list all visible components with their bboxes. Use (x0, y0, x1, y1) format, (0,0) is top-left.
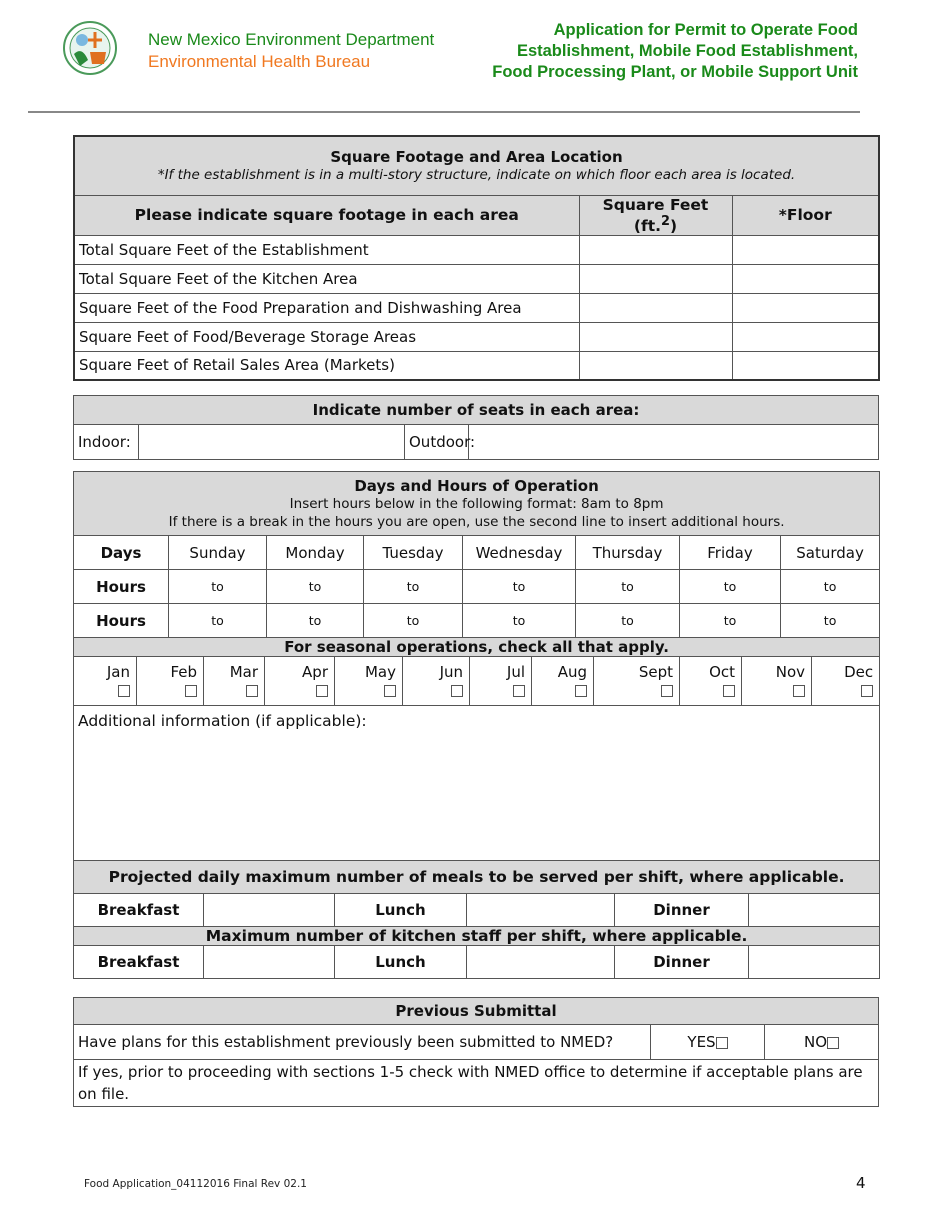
day-saturday: Saturday (781, 536, 880, 570)
checkbox-icon (384, 685, 396, 697)
day-friday: Friday (680, 536, 781, 570)
table-row (74, 570, 880, 604)
header-divider (28, 111, 860, 113)
section-title: Days and Hours of Operation (354, 476, 599, 495)
sqft-end: ) (670, 216, 678, 235)
day-monday: Monday (267, 536, 364, 570)
month-checkbox[interactable] (684, 681, 735, 699)
dinner-label: Dinner (615, 946, 749, 979)
bureau-name: Environmental Health Bureau (148, 52, 371, 71)
outdoor-seats-input[interactable] (469, 425, 879, 460)
month-aug[interactable] (532, 657, 594, 706)
month-label: Mar (229, 663, 258, 681)
table-row (74, 861, 880, 894)
checkbox-icon (316, 685, 328, 697)
hours-instruction: Insert hours below in the following format: 8am to 8pm (289, 495, 664, 512)
checkbox-icon (861, 685, 873, 697)
table-row (74, 604, 880, 638)
meals-dinner-input[interactable] (749, 894, 880, 927)
month-checkbox[interactable] (407, 681, 463, 699)
day-tuesday: Tuesday (364, 536, 463, 570)
hours-input-saturday[interactable]: to (781, 604, 880, 638)
hours-input-monday[interactable]: to (267, 570, 364, 604)
table-row (74, 235, 879, 264)
floor-input[interactable] (732, 293, 879, 322)
nmed-logo (62, 20, 118, 76)
footer-text: Food Application_04112016 Final Rev 02.1 (84, 1178, 307, 1190)
hours-input-monday[interactable]: to (267, 604, 364, 638)
months-row (74, 657, 880, 706)
checkbox-icon (575, 685, 587, 697)
seats-header: Indicate number of seats in each area: (74, 396, 879, 425)
month-checkbox[interactable] (474, 681, 525, 699)
seasonal-header: For seasonal operations, check all that apply. (74, 638, 880, 657)
sqft-sup: 2 (661, 213, 670, 229)
breakfast-label: Breakfast (74, 946, 204, 979)
month-label: Jul (506, 663, 525, 681)
hours-label: Hours (74, 604, 169, 638)
table-row (74, 293, 879, 322)
month-label: Aug (557, 663, 587, 681)
days-label: Days (74, 536, 169, 570)
table-row (74, 536, 880, 570)
hours-table (73, 471, 880, 979)
checkbox-icon (827, 1037, 839, 1049)
col-header-sqft (579, 195, 732, 235)
additional-info-field[interactable]: Additional information (if applicable): (74, 706, 880, 861)
month-checkbox[interactable] (746, 681, 805, 699)
outdoor-label: Outdoor: (405, 425, 469, 460)
lunch-label: Lunch (335, 894, 467, 927)
month-mar[interactable] (204, 657, 265, 706)
staff-lunch-input[interactable] (467, 946, 615, 979)
checkbox-icon (246, 685, 258, 697)
checkbox-icon (723, 685, 735, 697)
table-row (74, 894, 880, 927)
hours-input-thursday[interactable]: to (576, 604, 680, 638)
day-thursday: Thursday (576, 536, 680, 570)
floor-input[interactable] (732, 322, 879, 351)
table-row (74, 472, 880, 536)
sqft-input[interactable] (579, 351, 732, 380)
table-row (74, 351, 879, 380)
previous-note: If yes, prior to proceeding with sections 1-5 check with NMED office to determine if acceptable plans are on file. (74, 1060, 879, 1107)
floor-input[interactable] (732, 235, 879, 264)
hours-input-tuesday[interactable]: to (364, 604, 463, 638)
hours-input-thursday[interactable]: to (576, 570, 680, 604)
month-jul[interactable] (470, 657, 532, 706)
table-row (74, 706, 880, 861)
hours-label: Hours (74, 570, 169, 604)
hours-input-friday[interactable]: to (680, 604, 781, 638)
month-apr[interactable] (265, 657, 335, 706)
indoor-label: Indoor: (74, 425, 139, 460)
month-oct[interactable] (680, 657, 742, 706)
square-footage-header (74, 136, 879, 195)
month-label: Nov (775, 663, 805, 681)
day-sunday: Sunday (169, 536, 267, 570)
month-label: Apr (302, 663, 328, 681)
sqft-label: Square Feet (ft. (602, 195, 709, 235)
indoor-seats-input[interactable] (139, 425, 405, 460)
area-label: Total Square Feet of the Establishment (74, 235, 579, 264)
hours-input-wednesday[interactable]: to (463, 604, 576, 638)
month-label: Sept (638, 663, 673, 681)
month-label: Dec (844, 663, 874, 681)
no-checkbox[interactable] (765, 1025, 879, 1060)
yes-label: YES (687, 1033, 716, 1051)
area-label: Square Feet of the Food Preparation and Dishwashing Area (74, 293, 579, 322)
hours-instruction: If there is a break in the hours you are open, use the second line to insert additional hours. (168, 513, 785, 530)
staff-header: Maximum number of kitchen staff per shift, where applicable. (74, 927, 880, 946)
month-label: Jun (439, 663, 463, 681)
sqft-input[interactable] (579, 322, 732, 351)
month-checkbox[interactable] (816, 681, 873, 699)
hours-input-sunday[interactable]: to (169, 570, 267, 604)
month-checkbox[interactable] (598, 681, 673, 699)
yes-checkbox[interactable] (651, 1025, 765, 1060)
month-jan[interactable] (74, 657, 137, 706)
floor-input[interactable] (732, 351, 879, 380)
previous-question: Have plans for this establishment previously been submitted to NMED? (74, 1025, 651, 1060)
area-label: Total Square Feet of the Kitchen Area (74, 264, 579, 293)
month-label: Feb (170, 663, 197, 681)
month-jun[interactable] (403, 657, 470, 706)
org-name: New Mexico Environment Department (148, 30, 435, 49)
meals-lunch-input[interactable] (467, 894, 615, 927)
sqft-input[interactable] (579, 264, 732, 293)
sqft-input[interactable] (579, 235, 732, 264)
month-checkbox[interactable] (78, 681, 130, 699)
month-sept[interactable] (594, 657, 680, 706)
col-header-floor: *Floor (732, 195, 879, 235)
breakfast-label: Breakfast (74, 894, 204, 927)
month-label: Oct (709, 663, 735, 681)
area-label: Square Feet of Retail Sales Area (Markets) (74, 351, 579, 380)
month-may[interactable] (335, 657, 403, 706)
month-checkbox[interactable] (536, 681, 587, 699)
staff-dinner-input[interactable] (749, 946, 880, 979)
table-row (74, 946, 880, 979)
table-row (74, 638, 880, 657)
hours-input-tuesday[interactable]: to (364, 570, 463, 604)
table-row (74, 322, 879, 351)
col-header-area: Please indicate square footage in each area (74, 195, 579, 235)
month-checkbox[interactable] (339, 681, 396, 699)
checkbox-icon (513, 685, 525, 697)
month-feb[interactable] (137, 657, 204, 706)
month-label: May (364, 663, 396, 681)
previous-submittal-table (73, 997, 879, 1107)
sqft-input[interactable] (579, 293, 732, 322)
document-title: Application for Permit to Operate Food Establishment, Mobile Food Establishment, Food Processing Plant, or Mobile Support Unit (492, 21, 858, 81)
month-label: Jan (106, 663, 130, 681)
lunch-label: Lunch (335, 946, 467, 979)
checkbox-icon (185, 685, 197, 697)
checkbox-icon (716, 1037, 728, 1049)
checkbox-icon (118, 685, 130, 697)
dinner-label: Dinner (615, 894, 749, 927)
checkbox-icon (451, 685, 463, 697)
staff-breakfast-input[interactable] (204, 946, 335, 979)
hours-input-sunday[interactable]: to (169, 604, 267, 638)
month-dec[interactable] (812, 657, 880, 706)
area-label: Square Feet of Food/Beverage Storage Areas (74, 322, 579, 351)
month-nov[interactable] (742, 657, 812, 706)
seats-table (73, 395, 879, 460)
hours-input-wednesday[interactable]: to (463, 570, 576, 604)
page-number: 4 (856, 1174, 866, 1192)
hours-input-saturday[interactable]: to (781, 570, 880, 604)
section-title: Square Footage and Area Location (330, 147, 623, 166)
hours-input-friday[interactable]: to (680, 570, 781, 604)
floor-note: *If the establishment is in a multi-story structure, indicate on which floor each area is located. (157, 166, 796, 183)
meals-header: Projected daily maximum number of meals to be served per shift, where applicable. (74, 861, 880, 894)
table-row (74, 927, 880, 946)
month-checkbox[interactable] (208, 681, 258, 699)
checkbox-icon (661, 685, 673, 697)
no-label: NO (803, 1033, 828, 1051)
square-footage-table (73, 135, 880, 381)
month-checkbox[interactable] (141, 681, 197, 699)
previous-header: Previous Submittal (74, 998, 879, 1025)
table-row (74, 264, 879, 293)
month-checkbox[interactable] (269, 681, 328, 699)
checkbox-icon (793, 685, 805, 697)
meals-breakfast-input[interactable] (204, 894, 335, 927)
day-wednesday: Wednesday (463, 536, 576, 570)
hours-header (74, 472, 880, 536)
floor-input[interactable] (732, 264, 879, 293)
